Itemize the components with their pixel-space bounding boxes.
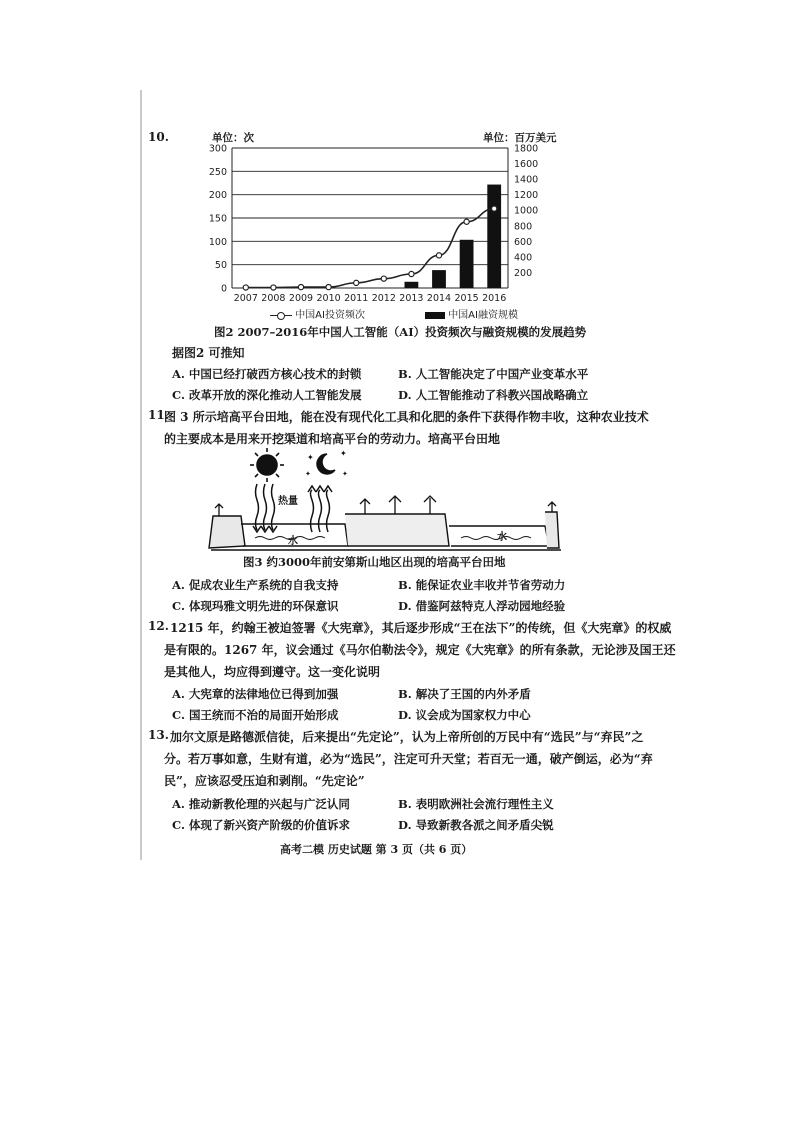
question-13-line-3: 民”，应该忍受压迫和剥削。“先定论” <box>164 774 365 788</box>
x-tick-label: 2011 <box>344 293 369 304</box>
y-right-tick-label: 1600 <box>514 159 539 171</box>
label-water-right: 水 <box>497 532 507 543</box>
figure-3-caption: 图3 约3000年前安第斯山地区出现的培高平台田地 <box>243 555 506 569</box>
question-11-line-1: 图 3 所示培高平台田地，能在没有现代化工具和化肥的条件下获得作物丰收，这种农业技术 <box>164 410 649 424</box>
line-point <box>243 285 248 290</box>
heat-arrows-up <box>308 486 332 532</box>
x-tick-label: 2014 <box>426 293 452 304</box>
x-tick-label: 2008 <box>261 293 286 304</box>
y-left-tick-label: 100 <box>208 236 227 248</box>
y-left-tick-label: 150 <box>208 213 227 225</box>
legend-line-label: 中国AI投资频次 <box>295 310 365 321</box>
chart-unit-right: 单位：百万美元 <box>483 132 557 144</box>
terrain-profile <box>209 512 561 550</box>
y-left-tick-label: 50 <box>214 260 227 272</box>
legend-bar <box>425 306 518 321</box>
line-point <box>436 253 441 258</box>
label-heat: 热量 <box>278 496 298 507</box>
q13-option-c[interactable]: C. 体现了新兴资产阶级的价值诉求 <box>172 818 350 832</box>
question-12-number: 12. <box>148 619 169 633</box>
bar <box>432 270 446 288</box>
x-tick-label: 2010 <box>316 293 341 304</box>
question-11-line-2: 的主要成本是用来开挖渠道和培高平台的劳动力。培高平台田地 <box>164 432 501 446</box>
svg-text:✦: ✦ <box>340 449 347 458</box>
series-line <box>246 209 494 288</box>
question-12-line-2: 是有限的。1267 年，议会通过《马尔伯勒法令》，规定《大宪章》的所有条款，无论涉及国王还 <box>164 643 676 657</box>
chart-unit-left: 单位：次 <box>212 132 254 144</box>
legend-line <box>270 306 365 321</box>
legend-bar-icon <box>425 312 445 319</box>
page-edge-shadow <box>140 90 142 860</box>
q12-option-a[interactable]: A. 大宪章的法律地位已得到加强 <box>172 687 339 701</box>
bar <box>460 240 474 288</box>
q13-option-b[interactable]: B. 表明欧洲社会流行理性主义 <box>398 797 554 811</box>
legend-line-icon <box>270 311 292 319</box>
x-tick-label: 2012 <box>371 293 396 304</box>
y-right-tick-label: 600 <box>514 236 533 248</box>
svg-text:✦: ✦ <box>307 453 314 462</box>
y-left-tick-label: 300 <box>208 143 227 155</box>
question-11-number: 11. <box>148 408 169 422</box>
q13-option-d[interactable]: D. 导致新教各派之间矛盾尖锐 <box>398 818 554 832</box>
question-12-line-1: 1215 年，约翰王被迫签署《大宪章》，其后逐步形成“王在法下”的传统，但《大宪章》的权威 <box>170 621 672 635</box>
figure-2-caption: 图2 2007–2016年中国人工智能（AI）投资频次与融资规模的发展趋势 <box>214 325 587 339</box>
y-left-tick-label: 0 <box>220 283 227 295</box>
line-point <box>354 280 359 285</box>
svg-text:✦: ✦ <box>305 470 311 478</box>
line-point <box>381 276 386 281</box>
label-water-left: 水 <box>288 536 298 547</box>
y-right-tick-label: 400 <box>514 252 533 264</box>
line-point <box>326 284 331 289</box>
x-tick-label: 2007 <box>233 293 258 304</box>
x-tick-label: 2016 <box>482 293 507 304</box>
y-left-tick-label: 250 <box>208 166 227 178</box>
line-point <box>492 206 497 211</box>
q13-option-a[interactable]: A. 推动新教伦理的兴起与广泛认同 <box>172 797 350 811</box>
legend-bar-label: 中国AI融资规模 <box>448 310 518 321</box>
question-12-line-3: 是其他人，均应得到遵守。这一变化说明 <box>164 665 381 679</box>
q11-option-c[interactable]: C. 体现玛雅文明先进的环保意识 <box>172 599 339 613</box>
line-point <box>409 271 414 276</box>
question-10-number: 10. <box>148 130 169 144</box>
moon-icon <box>305 449 348 478</box>
y-right-tick-label: 1000 <box>514 205 539 217</box>
y-right-tick-label: 200 <box>514 267 533 279</box>
q12-option-b[interactable]: B. 解决了王国的内外矛盾 <box>398 687 531 701</box>
q11-option-b[interactable]: B. 能保证农业丰收并节省劳动力 <box>398 578 566 592</box>
sun-icon <box>250 448 284 482</box>
y-right-tick-label: 800 <box>514 221 533 233</box>
x-tick-label: 2009 <box>288 293 314 304</box>
bar <box>405 282 419 288</box>
y-right-tick-label: 1800 <box>514 143 539 155</box>
y-right-tick-label: 1200 <box>514 190 539 202</box>
q10-option-a[interactable]: A. 中国已经打破西方核心技术的封锁 <box>172 367 362 381</box>
question-13-line-2: 分。若万事如意，生财有道，必为“选民”，注定可升天堂；若百无一通，破产倒运，必为“弃 <box>164 752 653 766</box>
x-tick-label: 2015 <box>454 293 479 304</box>
line-point <box>271 285 276 290</box>
q10-option-d[interactable]: D. 人工智能推动了科教兴国战略确立 <box>398 388 589 402</box>
question-10-stem: 据图2 可推知 <box>172 346 245 360</box>
question-13-number: 13. <box>148 728 169 742</box>
heat-arrows-down <box>253 484 277 532</box>
bar <box>487 185 501 288</box>
q11-option-d[interactable]: D. 借鉴阿兹特克人浮动园地经验 <box>398 599 566 613</box>
q11-option-a[interactable]: A. 促成农业生产系统的自我支持 <box>172 578 339 592</box>
q10-option-c[interactable]: C. 改革开放的深化推动人工智能发展 <box>172 388 362 402</box>
line-point <box>464 219 469 224</box>
q12-option-d[interactable]: D. 议会成为国家权力中心 <box>398 708 531 722</box>
y-right-tick-label: 1400 <box>514 174 539 186</box>
svg-text:✦: ✦ <box>342 470 348 478</box>
y-left-tick-label: 200 <box>208 190 227 202</box>
q12-option-c[interactable]: C. 国王统而不治的局面开始形成 <box>172 708 339 722</box>
investment-chart <box>190 140 570 310</box>
raised-field-illustration <box>205 446 575 556</box>
line-point <box>298 284 303 289</box>
page-footer: 高考二模 历史试题 第 3 页（共 6 页） <box>280 843 473 856</box>
question-13-line-1: 加尔文原是路德派信徒，后来提出“先定论”，认为上帝所创的万民中有“选民”与“弃民”之 <box>170 730 644 744</box>
q10-option-b[interactable]: B. 人工智能决定了中国产业变革水平 <box>398 367 589 381</box>
x-tick-label: 2013 <box>399 293 424 304</box>
